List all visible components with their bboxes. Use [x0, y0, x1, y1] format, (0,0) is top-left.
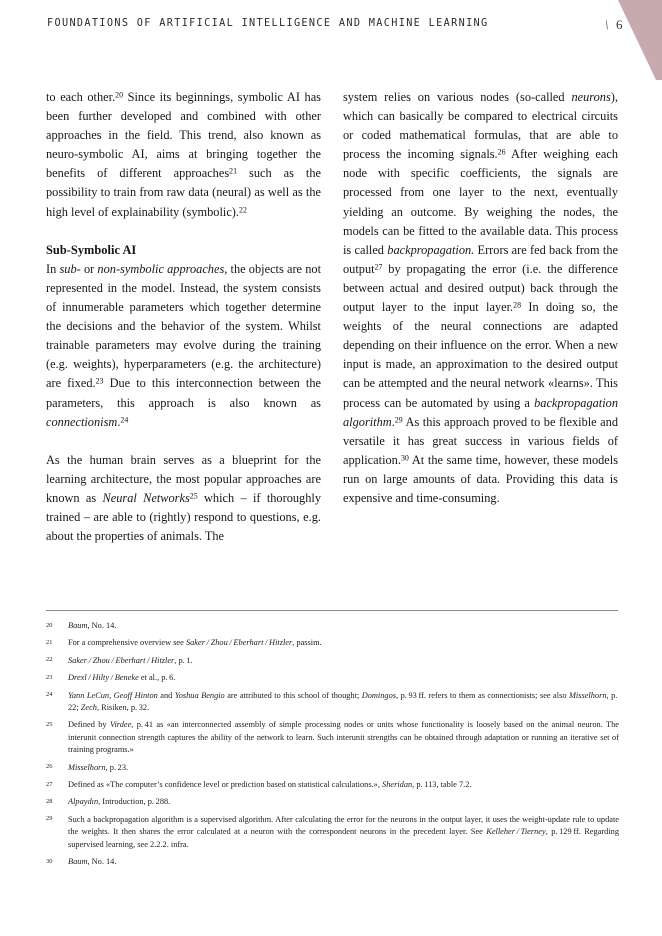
right-column — [343, 88, 618, 546]
footnote-text: Misselhorn, p. 23. — [68, 762, 129, 772]
running-header-title: FOUNDATIONS OF ARTIFICIAL INTELLIGENCE AND MACHINE LEARNING — [47, 18, 489, 29]
footnote-item — [46, 672, 619, 684]
footnote-number: 24 — [46, 691, 53, 699]
footnote-text: Alpaydın, Introduction, p. 288. — [68, 797, 171, 807]
paragraph-continuation: to each other.$^{20}$ Since its beginnings, symbolic AI has been further developed and combined with other approaches in the field. This trend, also known as neuro-symbolic AI, aims at bringing together the benefits of different approaches$^{21}$ such as the possibility to train from raw data (neural) as well as the high level of explainability (symbolic).$^{22}$ — [46, 90, 322, 219]
paragraph-backpropagation: system relies on various nodes (so-called neurons), which can basically be compared to electrical circuits or coded mathematical formulas, that are able to process the incoming signals.$^{26}$ After weighing each node with specific coefficients, the signals are processed from one layer to the next, eventually yielding an outcome. By weighing the nodes, the models can be fitted to the available data. This process is called backpropagation. Errors are fed back from the output$^{27}$ by propagating the error (i.e. the difference between actual and desired output) back through the output layer to the input layer.$^{28}$ In doing so, the weights of the neural connections are adapted depending on their influence on the error. When a new input is made, an approximation to the desired output can be attempted and the neural network «learns». This process can be automated by using a backpropagation algorithm.$^{29}$ As this approach proved to be flexible and versatile it has great success in various fields of application.$^{30}$ At the same time, however, these models run on large amounts of data. Providing this data is expensive and time-consuming. — [343, 90, 619, 505]
footnote-text: Saker / Zhou / Eberhart / Hitzler, p. 1. — [68, 655, 193, 665]
footnote-item — [46, 620, 619, 632]
footnote-number: 25 — [46, 720, 53, 728]
footnote-number: 29 — [46, 815, 53, 823]
folio-block — [590, 0, 662, 80]
footnote-text: Such a backpropagation algorithm is a supervised algorithm. After calculating the error for the neurons in the output layer, it uses the weight-update rule to update the weights. It then shares the error calculated at a neuron with the correspondent neurons in the precedent layer. See Kelleher / Tierney, p. 129 ff. Regarding supervised learning, see 2.2.2. infra. — [68, 814, 619, 849]
footnote-item — [46, 762, 619, 774]
footnote-text: Defined as «The computer’s confidence level or prediction based on statistical calculations.», Sheridan, p. 113, table 7.2. — [68, 780, 472, 790]
footnote-item — [46, 719, 619, 756]
footnote-number: 22 — [46, 656, 53, 664]
footnote-item — [46, 796, 619, 808]
footnote-item — [46, 856, 619, 868]
footnote-text: Yann LeCun, Geoff Hinton and Yoshua Bengio are attributed to this school of thought; Domingos, p. 93 ff. refers to them as connectionists; see also Misselhorn, p. 22; Zech, Risiken, p. 32. — [68, 690, 619, 713]
footnote-item — [46, 637, 619, 649]
footnote-separator-rule — [46, 610, 618, 611]
footnote-item — [46, 690, 619, 715]
paragraph-spacer — [46, 222, 321, 241]
footnote-number: 30 — [46, 857, 53, 865]
footnote-text: For a comprehensive overview see Saker / Zhou / Eberhart / Hitzler, passim. — [68, 638, 322, 648]
footnote-number: 26 — [46, 763, 53, 771]
footnote-number: 27 — [46, 780, 53, 788]
section-subheading: Sub-Symbolic AI — [46, 242, 137, 257]
footnote-text: Baum, No. 14. — [68, 621, 117, 630]
paragraph-sub-symbolic: In sub- or non-symbolic approaches, the objects are not represented in the model. Instead, the system consists of innumerable parameters which together determine the decisions and the behavior of the system. Whilst trainable parameters may evolve during the training (e.g. weights), hyperparameters (e.g. the architecture) are fixed.$^{23}$ Due to this interconnection between the parameters, this approach is also known as connectionism.$^{24}$ — [46, 261, 321, 429]
footnote-item — [46, 655, 619, 667]
paragraph-spacer — [46, 432, 321, 451]
folio-slash-icon: \ — [603, 16, 611, 33]
footnote-text: Defined by Virdee, p. 41 as «an interconnected assembly of simple processing nodes or units whose functionality is loosely based on the animal neuron. The interunit connection strength captures the ability of the network to learn. Such interunit strengths can be obtained through adaptation or running an iterative set of training programs.» — [68, 720, 620, 755]
paragraph-neural-networks: As the human brain serves as a blueprint for the learning architecture, the most popular approaches are known as Neural Networks$^{25}$ which – if thoroughly trained – are able to (rightly) respond to questions, e.g. about the properties of animals. The — [46, 452, 321, 544]
left-column — [46, 88, 321, 546]
footnote-text: Drexl / Hilty / Beneke et al., p. 6. — [68, 673, 176, 683]
body-columns — [46, 88, 619, 546]
footnote-list — [46, 620, 619, 874]
footnote-item — [46, 814, 619, 851]
footnote-number: 28 — [46, 797, 53, 805]
footnote-text: Baum, No. 14. — [68, 857, 117, 867]
footnote-item — [46, 779, 619, 791]
footnote-number: 21 — [46, 638, 53, 646]
footnote-number: 23 — [46, 673, 53, 681]
page-number: 6 — [616, 17, 623, 32]
footnote-number: 20 — [46, 621, 53, 629]
